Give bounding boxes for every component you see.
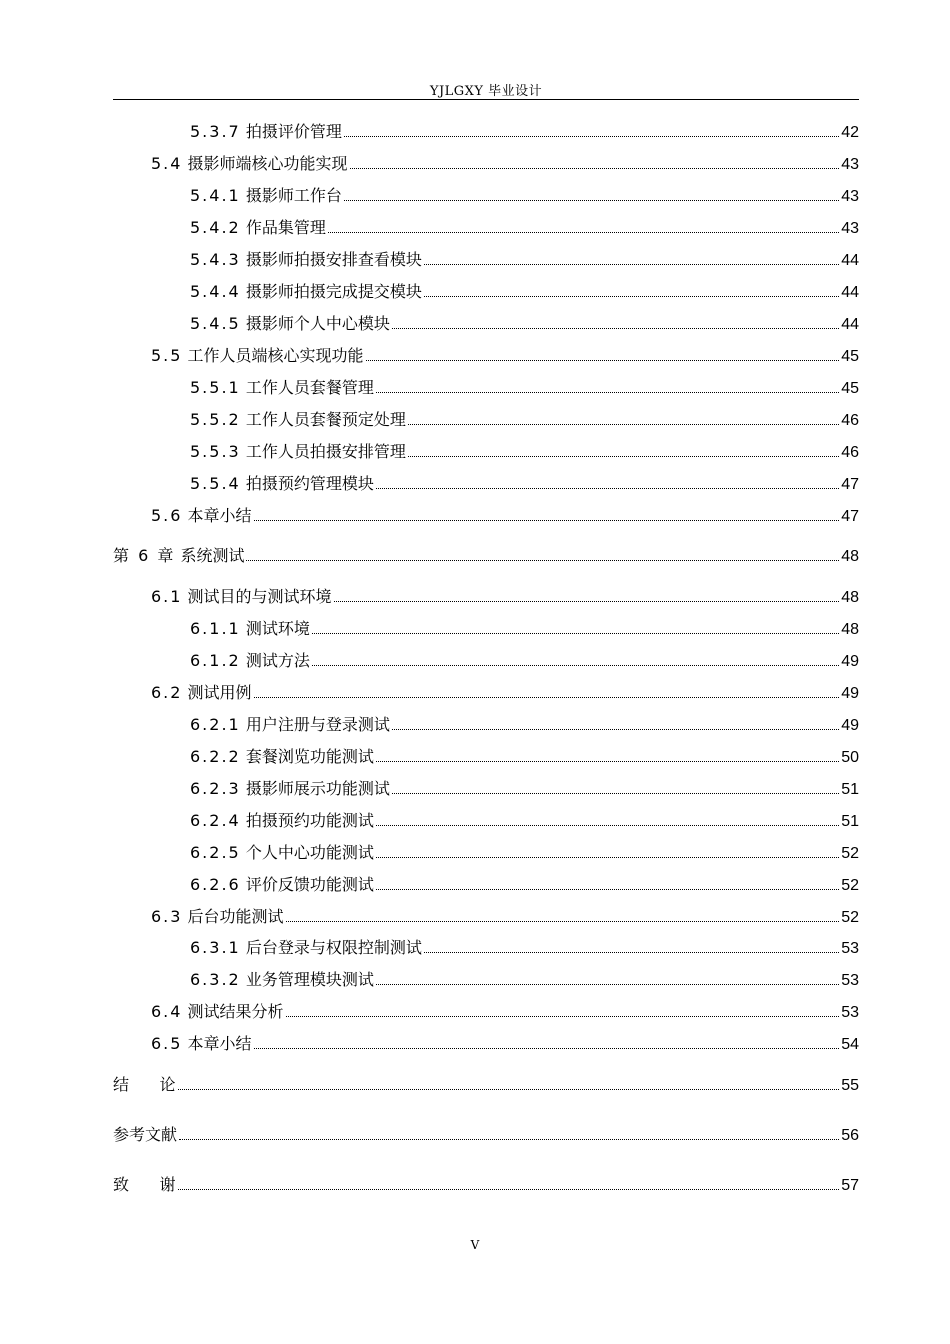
toc-entry-page: 51 [841,813,859,830]
toc-entry-title: 参考文献 [113,1125,178,1144]
toc-entry[interactable] [151,999,859,1023]
toc-dot-leader [312,633,839,634]
toc-dot-leader [408,456,839,457]
toc-entry-title: 套餐浏览功能测试 [245,747,374,766]
toc-entry-number: 5.5.4 [190,474,241,493]
toc-entry-number: 6.2.3 [190,779,241,798]
toc-entry-title: 工作人员拍摄安排管理 [245,442,406,461]
toc-entry[interactable] [151,904,859,928]
running-header: YJLGXY 毕业设计 [429,84,543,99]
toc-dot-leader [424,296,839,297]
toc-entry-title: 结 论 [113,1075,176,1094]
toc-entry[interactable] [190,215,859,239]
toc-entry-page: 47 [841,476,859,493]
toc-entry-title: 拍摄预约管理模块 [245,474,374,493]
toc-entry-page: 43 [841,156,859,173]
toc-entry-title: 后台登录与权限控制测试 [245,938,422,957]
toc-entry-page: 42 [841,124,859,141]
toc-entry[interactable] [151,584,859,608]
header-rule [113,99,859,100]
toc-entry-title: 作品集管理 [245,218,326,237]
toc-entry-title: 测试用例 [187,683,252,702]
toc-dot-leader [179,1139,839,1140]
toc-entry-page: 45 [841,380,859,397]
toc-entry-page: 51 [841,781,859,798]
toc-entry-page: 49 [841,717,859,734]
toc-entry-page: 48 [841,589,859,606]
toc-entry-title: 系统测试 [180,546,245,565]
toc-entry-number: 6.5 [151,1034,183,1053]
toc-entry-title: 个人中心功能测试 [245,843,374,862]
toc-entry-number: 5.5.3 [190,442,241,461]
toc-dot-leader [286,921,840,922]
toc-entry[interactable] [151,343,859,367]
toc-entry-page: 46 [841,412,859,429]
toc-entry[interactable] [190,375,859,399]
toc-entry-number: 6.2.1 [190,715,241,734]
toc-entry-title: 拍摄预约功能测试 [245,811,374,830]
toc-dot-leader [246,560,839,561]
toc-entry-page: 44 [841,252,859,269]
toc-entry-page: 48 [841,548,859,565]
toc-entry-page: 53 [841,1004,859,1021]
toc-dot-leader [424,952,839,953]
toc-dot-leader [254,697,840,698]
toc-entry[interactable] [190,311,859,335]
toc-entry[interactable] [190,808,859,832]
toc-entry[interactable] [190,967,859,991]
toc-dot-leader [376,825,839,826]
toc-entry[interactable] [151,1031,859,1055]
toc-entry-title: 摄影师工作台 [245,186,342,205]
toc-entry[interactable] [190,183,859,207]
toc-entry[interactable] [151,680,859,704]
toc-entry-number: 5.5.1 [190,378,241,397]
toc-dot-leader [392,793,839,794]
toc-dot-leader [366,360,840,361]
toc-dot-leader [254,1048,840,1049]
toc-entry-title: 本章小结 [187,506,252,525]
toc-entry-number: 5.3.7 [190,122,241,141]
toc-dot-leader [334,601,840,602]
toc-entry-title: 测试目的与测试环境 [187,587,332,606]
toc-entry[interactable] [190,648,859,672]
toc-dot-leader [376,984,839,985]
toc-dot-leader [376,889,839,890]
toc-entry-page: 45 [841,348,859,365]
toc-entry-title: 评价反馈功能测试 [245,875,374,894]
toc-entry-title: 拍摄评价管理 [245,122,342,141]
toc-dot-leader [408,424,839,425]
toc-entry[interactable] [190,712,859,736]
toc-entry-page: 52 [841,909,859,926]
toc-entry[interactable] [113,1072,859,1096]
toc-entry-page: 52 [841,845,859,862]
toc-entry-number: 6.2.4 [190,811,241,830]
toc-entry-title: 摄影师拍摄安排查看模块 [245,250,422,269]
toc-entry-page: 49 [841,653,859,670]
toc-entry-page: 56 [841,1127,859,1144]
toc-entry[interactable] [190,407,859,431]
toc-entry-number: 6.2.6 [190,875,241,894]
toc-entry-title: 工作人员端核心实现功能 [187,346,364,365]
toc-entry-page: 53 [841,972,859,989]
toc-entry-page: 50 [841,749,859,766]
toc-dot-leader [178,1189,840,1190]
toc-dot-leader [344,200,839,201]
toc-dot-leader [286,1016,840,1017]
toc-entry-number: 5.4.3 [190,250,241,269]
toc-entry-page: 52 [841,877,859,894]
toc-entry-number: 6.1.1 [190,619,241,638]
toc-entry-number: 5.4.2 [190,218,241,237]
toc-entry-page: 44 [841,316,859,333]
toc-entry-page: 47 [841,508,859,525]
toc-entry-title: 摄影师个人中心模块 [245,314,390,333]
toc-entry-number: 5.4.5 [190,314,241,333]
toc-entry-title: 致 谢 [113,1175,176,1194]
toc-entry-number: 5.4.4 [190,282,241,301]
toc-entry[interactable] [190,840,859,864]
toc-entry[interactable] [113,1122,859,1146]
toc-dot-leader [376,857,839,858]
toc-entry[interactable] [190,872,859,896]
toc-entry-page: 55 [841,1077,859,1094]
toc-entry[interactable] [113,543,859,567]
toc-entry-number: 6.3 [151,907,183,926]
toc-entry-page: 54 [841,1036,859,1053]
toc-entry-page: 53 [841,940,859,957]
toc-dot-leader [344,136,839,137]
toc-entry-number: 6.2.2 [190,747,241,766]
toc-entry[interactable] [190,471,859,495]
toc-entry[interactable] [190,935,859,959]
toc-entry-number: 6.2 [151,683,183,702]
toc-entry[interactable] [190,279,859,303]
toc-entry-number: 第 6 章 [113,546,176,565]
toc-entry-page: 49 [841,685,859,702]
toc-entry[interactable] [190,776,859,800]
toc-entry[interactable] [151,503,859,527]
toc-dot-leader [376,392,839,393]
toc-entry-page: 43 [841,188,859,205]
toc-entry-title: 工作人员套餐管理 [245,378,374,397]
toc-entry-number: 6.2.5 [190,843,241,862]
toc-entry-title: 摄影师端核心功能实现 [187,154,348,173]
toc-dot-leader [392,328,839,329]
toc-entry-title: 用户注册与登录测试 [245,715,390,734]
toc-entry-title: 工作人员套餐预定处理 [245,410,406,429]
toc-dot-leader [178,1089,840,1090]
toc-entry-number: 6.3.1 [190,938,241,957]
toc-dot-leader [376,761,839,762]
toc-entry-number: 6.3.2 [190,970,241,989]
toc-entry[interactable] [190,247,859,271]
toc-entry-number: 6.1.2 [190,651,241,670]
toc-entry-page: 44 [841,284,859,301]
page-number: V [470,1238,480,1252]
toc-entry-title: 摄影师拍摄完成提交模块 [245,282,422,301]
toc-entry-page: 57 [841,1177,859,1194]
toc-dot-leader [350,168,840,169]
toc-entry-number: 6.4 [151,1002,183,1021]
toc-entry-title: 测试方法 [245,651,310,670]
toc-entry-title: 测试环境 [245,619,310,638]
toc-dot-leader [254,520,840,521]
toc-entry-number: 5.4.1 [190,186,241,205]
toc-entry[interactable] [190,439,859,463]
toc-entry-page: 46 [841,444,859,461]
toc-dot-leader [424,264,839,265]
toc-dot-leader [376,488,839,489]
toc-entry-page: 48 [841,621,859,638]
toc-entry[interactable] [190,119,859,143]
toc-entry-title: 摄影师展示功能测试 [245,779,390,798]
toc-entry-page: 43 [841,220,859,237]
toc-entry-number: 5.6 [151,506,183,525]
toc-entry-number: 5.4 [151,154,183,173]
toc-entry-title: 测试结果分析 [187,1002,284,1021]
toc-entry[interactable] [151,151,859,175]
toc-entry-title: 业务管理模块测试 [245,970,374,989]
toc-dot-leader [312,665,839,666]
toc-entry-number: 5.5.2 [190,410,241,429]
toc-entry[interactable] [190,616,859,640]
toc-entry[interactable] [113,1172,859,1196]
toc-entry-number: 5.5 [151,346,183,365]
toc-entry[interactable] [190,744,859,768]
toc-entry-title: 本章小结 [187,1034,252,1053]
toc-entry-title: 后台功能测试 [187,907,284,926]
toc-dot-leader [328,232,839,233]
toc-dot-leader [392,729,839,730]
toc-entry-number: 6.1 [151,587,183,606]
